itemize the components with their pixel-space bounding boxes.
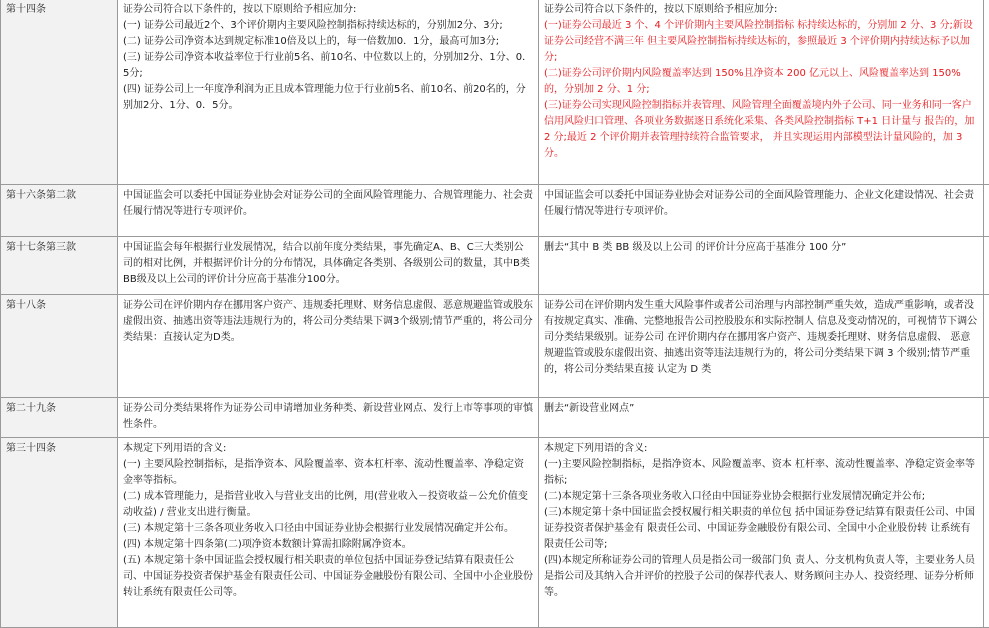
original-text-line: (二) 成本管理能力，是指营业收入与营业支出的比例，用(营业收入－投资收益－公允价值变动收益) / 营业支出进行衡量。 [123, 489, 533, 521]
original-text-line: 中国证监会每年根据行业发展情况，结合以前年度分类结果，事先确定A、B、C三大类别公司的相对比例，并根据评价计分的分布情况，具体确定各类别、各级别公司的数量，其中B类BB级及以上公司的评价计分应高于基准分100分。 [123, 240, 533, 288]
original-text-line: 中国证监会可以委托中国证券业协会对证券公司的全面风险管理能力、合规管理能力、社会责任履行情况等进行专项评价。 [123, 188, 533, 220]
table-row [1, 398, 989, 438]
article-cell: 第十六条第二款 [1, 185, 118, 237]
original-text-line: (一) 证券公司最近2个、3个评价期内主要风险控制指标持续达标的，分别加2分、3分; [123, 18, 533, 34]
table-edge-cell [984, 295, 989, 398]
original-text-line: (一) 主要风险控制指标，是指净资本、风险覆盖率、资本杠杆率、流动性覆盖率、净稳定资金率等指标。 [123, 457, 533, 489]
comparison-table-body [1, 0, 989, 628]
original-text-line: (四) 本规定第十四条第(二)项净资本数额计算需扣除附属净资本。 [123, 537, 533, 553]
original-text-line: (三) 本规定第十三条各项业务收入口径由中国证券业协会根据行业发展情况确定并公布。 [123, 521, 533, 537]
original-text-cell [118, 185, 539, 237]
article-cell: 第十七条第三款 [1, 237, 118, 295]
table-row [1, 185, 989, 237]
table-edge-cell [984, 438, 989, 628]
original-text-line: 证券公司符合以下条件的，按以下原则给予相应加分: [123, 2, 533, 18]
revised-text-line: (一)证券公司最近 3 个、4 个评价期内主要风险控制指标 标持续达标的，分别加 2 分、3 分;新设证券公司经营不满三年 但主要风险控制指标持续达标的，参照最近 3 个评价期内持续达标予以加分; [544, 18, 978, 66]
original-text-cell [118, 237, 539, 295]
original-text-cell [118, 0, 539, 185]
table-edge-cell [984, 185, 989, 237]
revised-text-line: (一)主要风险控制指标，是指净资本、风险覆盖率、资本 杠杆率、流动性覆盖率、净稳定资金率等指标; [544, 457, 978, 489]
original-text-cell [118, 438, 539, 628]
revised-text-cell [539, 0, 984, 185]
revised-text-line: 删去“新设营业网点” [544, 401, 978, 417]
table-edge-cell [984, 398, 989, 438]
revised-text-line: 本规定下列用语的含义: [544, 441, 978, 457]
table-row [1, 237, 989, 295]
original-text-line: (五) 本规定第十条中国证监会授权履行相关职责的单位包括中国证券登记结算有限责任公司、中国证券投资者保护基金有限责任公司、中国证券金融股份有限公司、全国中小企业股份转让系统有限责任公司等。 [123, 553, 533, 601]
revised-text-line: (二)证券公司评价期内风险覆盖率达到 150%且净资本 200 亿元以上、风险覆盖率达到 150%的，分别加 2 分、1 分; [544, 66, 978, 98]
revised-text-line: (四)本规定所称证券公司的管理人员是指公司一级部门负 责人、分支机构负责人等，主要业务人员是指公司及其纳入合并评价的控股子公司的保荐代表人、财务顾问主办人、投资经理、证券分析师等。 [544, 553, 978, 601]
original-text-line: 证券公司在评价期内存在挪用客户资产、违规委托理财、财务信息虚假、恶意规避监管或股东虚假出资、抽逃出资等违法违规行为的，将公司分类结果下调3个级别;情节严重的，将公司分类结果：直接认定为D类。 [123, 298, 533, 346]
original-text-line: (四) 证券公司上一年度净利润为正且成本管理能力位于行业前5名、前10名、前20名的，分别加2分、1分、0．5分。 [123, 82, 533, 114]
revised-text-line: 证券公司符合以下条件的，按以下原则给予相应加分: [544, 2, 978, 18]
revised-text-cell [539, 295, 984, 398]
original-text-line: (二) 证券公司净资本达到规定标准10倍及以上的，每一倍数加0．1分，最高可加3分; [123, 34, 533, 50]
article-cell: 第二十九条 [1, 398, 118, 438]
revised-text-line: (三)证券公司实现风险控制指标并表管理、风险管理全面覆盖境内外子公司、同一业务和同一客户信用风险归口管理、各项业务数据逐日系统化采集、各类风险控制指标 T+1 日计量与 报告的，加 2 分;最近 2 个评价期并表管理持续符合监管要求， 并且实现运用内部模型法计量风险的，加 3 分。 [544, 98, 978, 162]
original-text-cell [118, 398, 539, 438]
table-edge-cell [984, 237, 989, 295]
revised-text-cell [539, 438, 984, 628]
table-row [1, 0, 989, 185]
article-cell: 第十八条 [1, 295, 118, 398]
original-text-line: 证券公司分类结果将作为证券公司申请增加业务种类、新设营业网点、发行上市等事项的审慎性条件。 [123, 401, 533, 433]
revised-text-line: 删去“其中 B 类 BB 级及以上公司 的评价计分应高于基准分 100 分” [544, 240, 978, 256]
revised-text-cell [539, 237, 984, 295]
table-edge-cell [984, 0, 989, 185]
article-cell: 第三十四条 [1, 438, 118, 628]
table-row [1, 295, 989, 398]
original-text-cell [118, 295, 539, 398]
revised-text-line: (二)本规定第十三条各项业务收入口径由中国证券业协会根据行业发展情况确定并公布; [544, 489, 978, 505]
original-text-line: 本规定下列用语的含义: [123, 441, 533, 457]
revised-text-cell [539, 398, 984, 438]
revised-text-cell [539, 185, 984, 237]
revised-text-line: (三)本规定第十条中国证监会授权履行相关职责的单位包 括中国证券登记结算有限责任公司、中国证券投资者保护基金有 限责任公司、中国证券金融股份有限公司、全国中小企业股份转 让系统有限责任公司等; [544, 505, 978, 553]
original-text-line: (三) 证券公司净资本收益率位于行业前5名、前10名、中位数以上的，分别加2分、1分、0．5分; [123, 50, 533, 82]
article-cell: 第十四条 [1, 0, 118, 185]
table-row [1, 438, 989, 628]
revised-text-line: 证券公司在评价期内发生重大风险事件或者公司治理与内部控制严重失效，造成严重影响，或者没有按规定真实、准确、完整地报告公司控股股东和实际控制人 信息及变动情况的，可视情节下调公司分类结果级别。证券公司 在评价期内存在挪用客户资产、违规委托理财、财务信息虚假、 恶意规避监管或股东虚假出资、抽逃出资等违法违规行为的，将公司分类结果下调 3 个级别;情节严重的，将公司分类结果直接 认定为 D 类 [544, 298, 978, 378]
revised-text-line: 中国证监会可以委托中国证券业协会对证券公司的全面风险管理能力、企业文化建设情况、社会责任履行情况等进行专项评价。 [544, 188, 978, 220]
